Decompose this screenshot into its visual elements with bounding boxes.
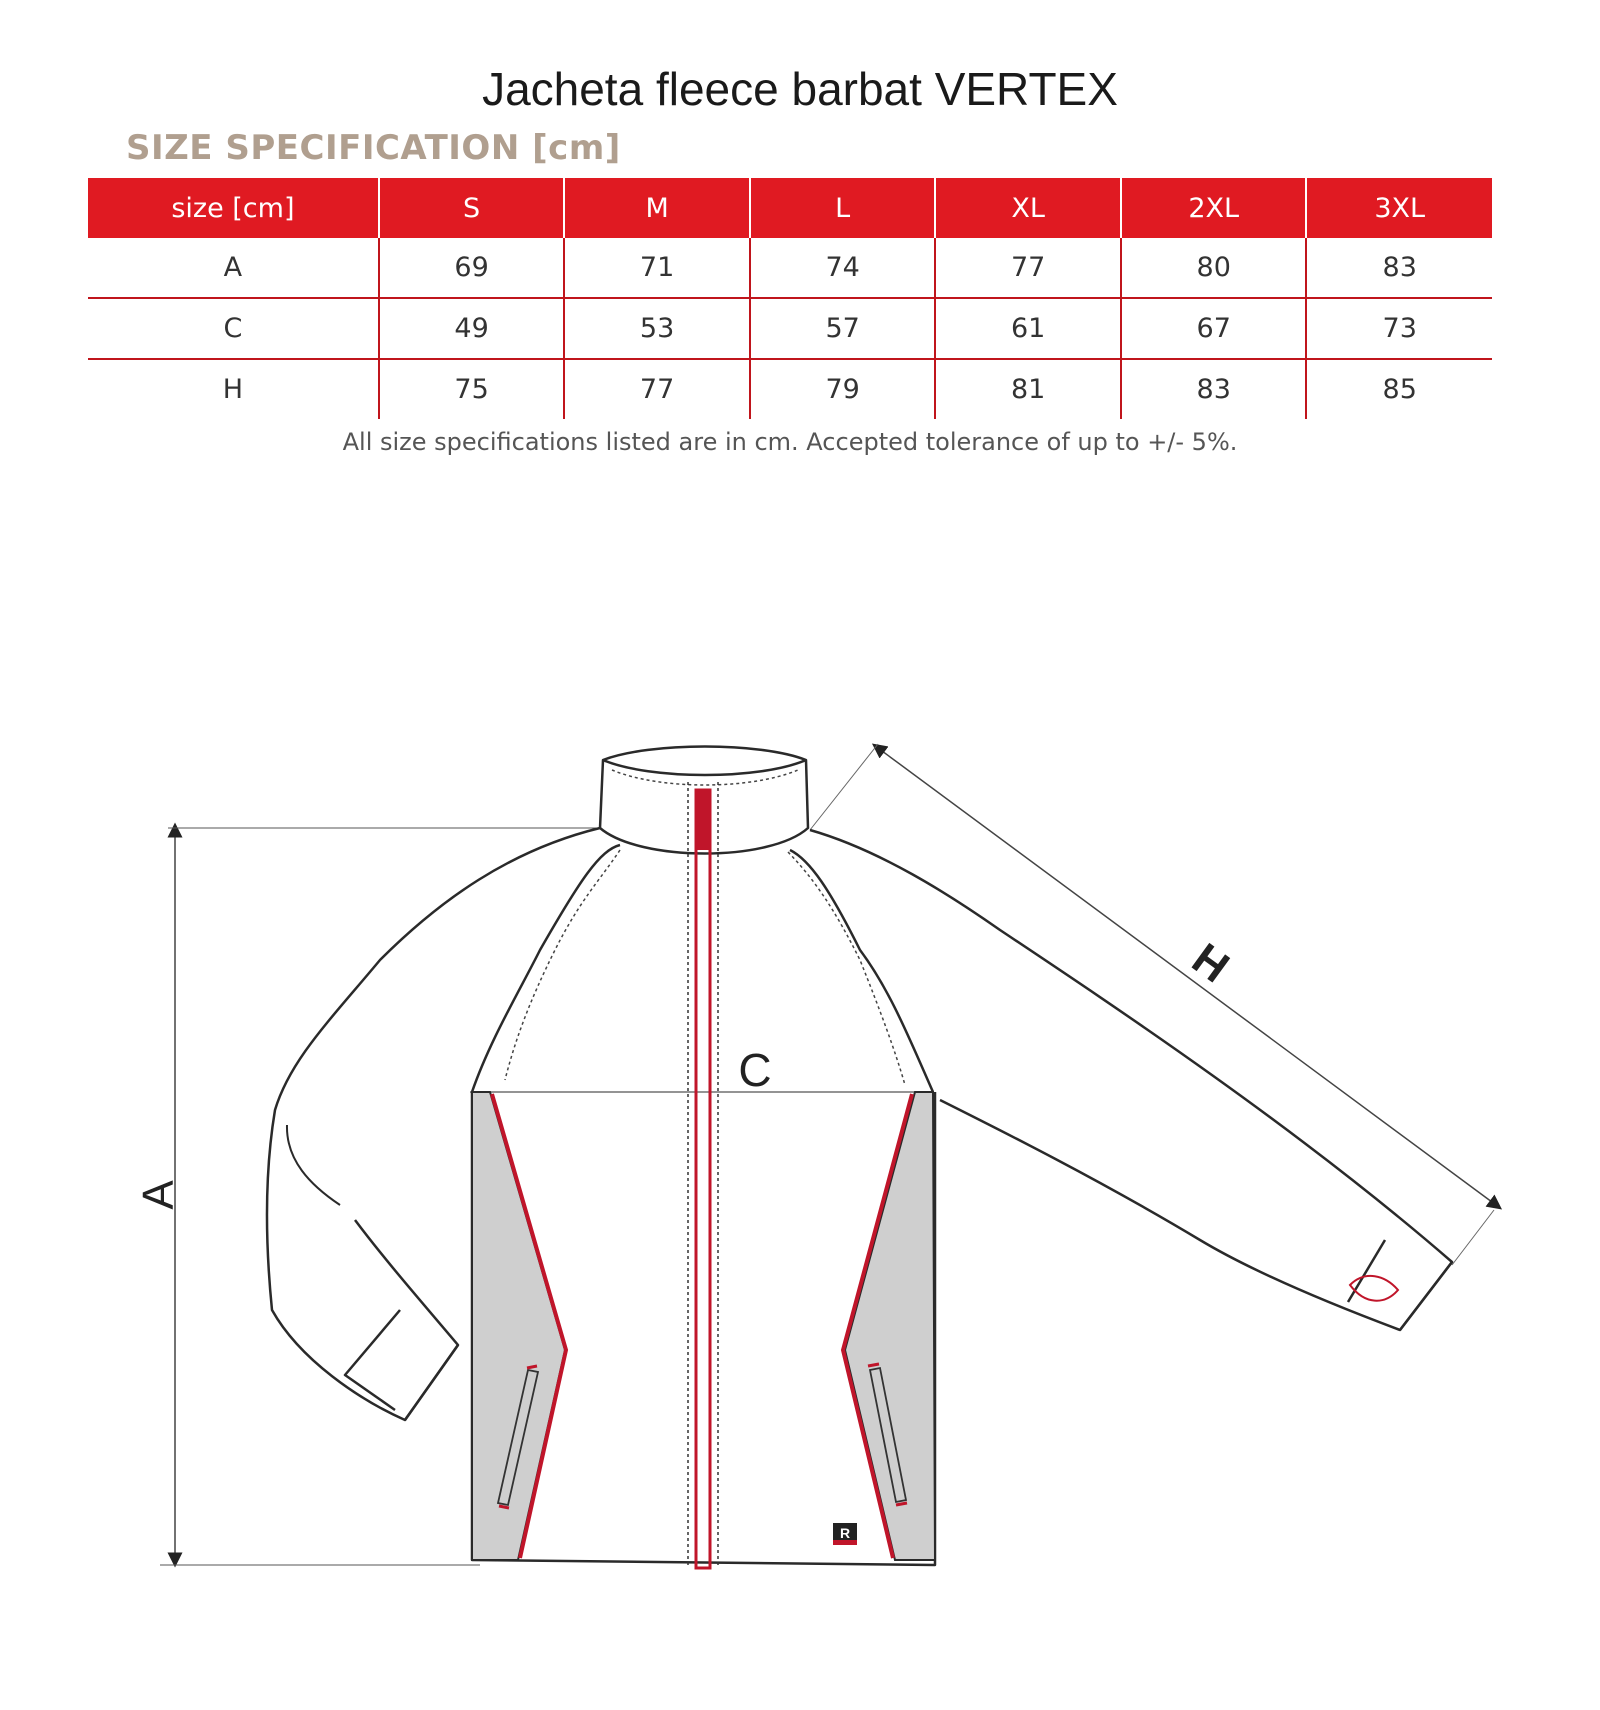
- label-c: C: [738, 1044, 772, 1096]
- measure-c: [470, 1044, 930, 1096]
- header-3xl: 3XL: [1306, 178, 1492, 238]
- table-cell: 83: [1306, 238, 1492, 298]
- row-label: H: [88, 359, 379, 419]
- header-l: L: [750, 178, 936, 238]
- page-title: Jacheta fleece barbat VERTEX: [482, 63, 1118, 115]
- table-cell: 77: [564, 359, 750, 419]
- table-cell: 85: [1306, 359, 1492, 419]
- table-cell: 69: [379, 238, 565, 298]
- table-cell: 71: [564, 238, 750, 298]
- table-cell: 83: [1121, 359, 1307, 419]
- table-cell: 81: [935, 359, 1121, 419]
- table-cell: 79: [750, 359, 936, 419]
- header-m: M: [564, 178, 750, 238]
- table-cell: 49: [379, 298, 565, 359]
- table-cell: 67: [1121, 298, 1307, 359]
- row-label: C: [88, 298, 379, 359]
- table-cell: 61: [935, 298, 1121, 359]
- tolerance-note: All size specifications listed are in cm. Accepted tolerance of up to +/- 5%.: [342, 428, 1238, 456]
- header-s: S: [379, 178, 565, 238]
- table-cell: 53: [564, 298, 750, 359]
- logo-letter: R: [839, 1525, 851, 1541]
- size-spec-heading: SIZE SPECIFICATION [cm]: [126, 128, 621, 168]
- label-a: A: [134, 1180, 183, 1210]
- center-zipper: [688, 782, 718, 1568]
- table-cell: 74: [750, 238, 936, 298]
- row-label: A: [223, 252, 243, 283]
- header-2xl: 2XL: [1121, 178, 1307, 238]
- table-cell: 73: [1306, 298, 1492, 359]
- jacket-outline: [267, 747, 1452, 1566]
- table-cell: 80: [1121, 238, 1307, 298]
- header-xl: XL: [935, 178, 1121, 238]
- table-cell: 77: [935, 238, 1121, 298]
- side-panels: [472, 1092, 935, 1560]
- label-h: H: [1183, 934, 1238, 993]
- table-cell: 57: [750, 298, 936, 359]
- table-cell: 75: [379, 359, 565, 419]
- header-size: size [cm]: [88, 178, 379, 238]
- brand-logo: [833, 1523, 857, 1545]
